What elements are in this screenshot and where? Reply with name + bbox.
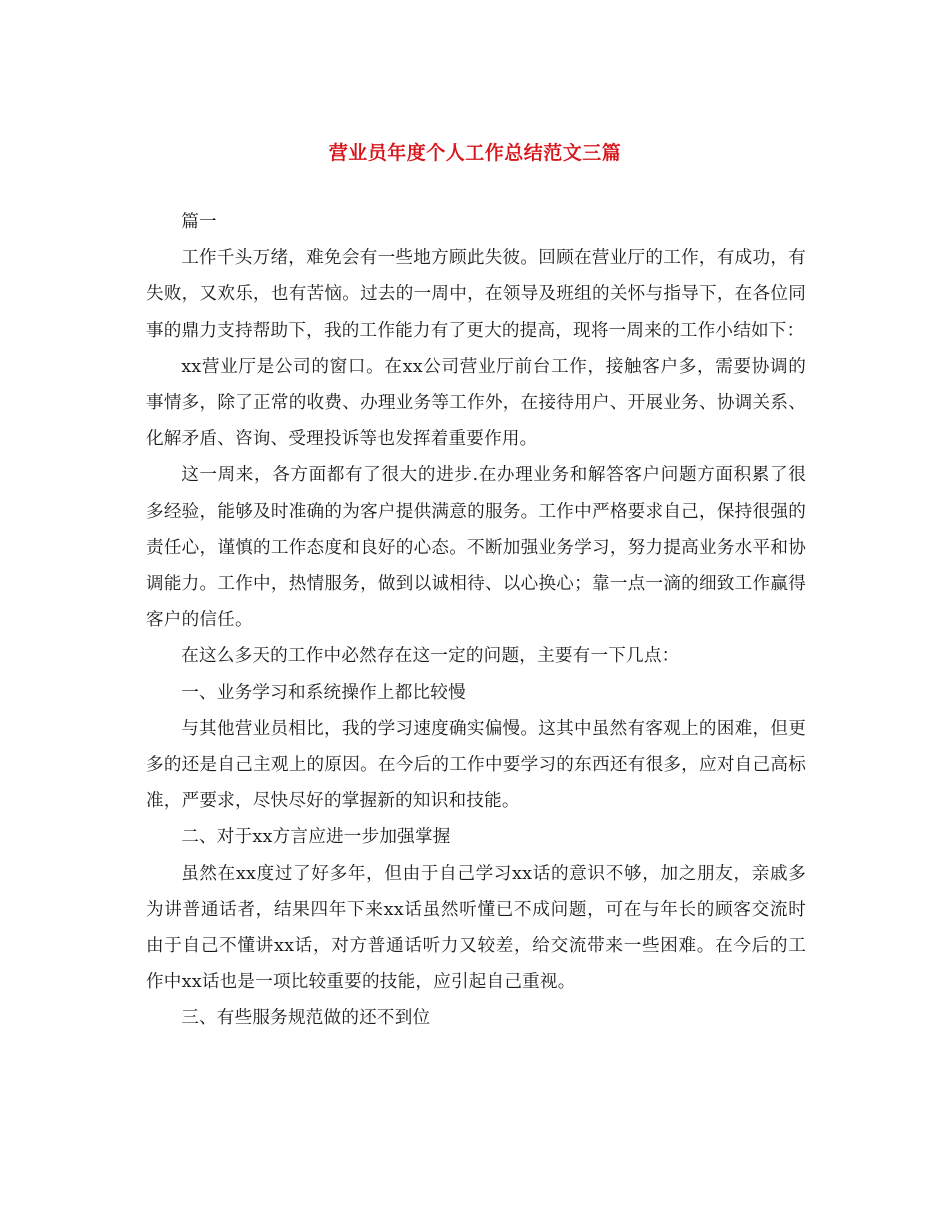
paragraph-problems-intro: 在这么多天的工作中必然存在这一定的问题，主要有一下几点：	[181, 646, 680, 667]
point-heading-three: 三、有些服务规范做的还不到位	[181, 1008, 431, 1029]
paragraph-point-one: 与其他营业员相比，我的学习速度确实偏慢。这其中虽然有客观上的困难，但更多的还是自己主观上的原因。在今后的工作中要学习的东西还有很多，应对自己高标准，严要求，尽快尽好的掌握新的知识和技能。	[146, 718, 806, 812]
paragraph-point-two: 虽然在xx度过了好多年，但由于自己学习xx话的意识不够，加之朋友，亲戚多为讲普通话者，结果四年下来xx话虽然听懂已不成问题，可在与年长的顾客交流时由于自己不懂讲xx话，对方普通话听力又较差，给交流带来一些困难。在今后的工作中xx话也是一项比较重要的技能，应引起自己重视。	[146, 863, 806, 993]
paragraph-progress: 这一周来，各方面都有了很大的进步.在办理业务和解答客户问题方面积累了很多经验，能够及时准确的为客户提供满意的服务。工作中严格要求自己，保持很强的责任心，谨慎的工作态度和良好的心态。不断加强业务学习，努力提高业务水平和协调能力。工作中，热情服务，做到以诚相待、以心换心；靠一点一滴的细致工作赢得客户的信任。	[146, 465, 806, 631]
point-heading-two: 二、对于xx方言应进一步加强掌握	[181, 827, 451, 848]
document-title: 营业员年度个人工作总结范文三篇	[328, 142, 622, 164]
section-heading-part-one: 篇一	[181, 212, 217, 232]
point-heading-one: 一、业务学习和系统操作上都比较慢	[181, 682, 466, 703]
paragraph-hall-role: xx营业厅是公司的窗口。在xx公司营业厅前台工作，接触客户多，需要协调的事情多，除了正常的收费、办理业务等工作外，在接待用户、开展业务、协调关系、化解矛盾、咨询、受理投诉等也发挥着重要作用。	[146, 356, 806, 450]
document-body	[146, 204, 806, 1037]
paragraph-intro: 工作千头万绪，难免会有一些地方顾此失彼。回顾在营业厅的工作，有成功，有失败，又欢乐，也有苦恼。过去的一周中，在领导及班组的关怀与指导下，在各位同事的鼎力支持帮助下，我的工作能力有了更大的提高，现将一周来的工作小结如下：	[146, 248, 806, 341]
